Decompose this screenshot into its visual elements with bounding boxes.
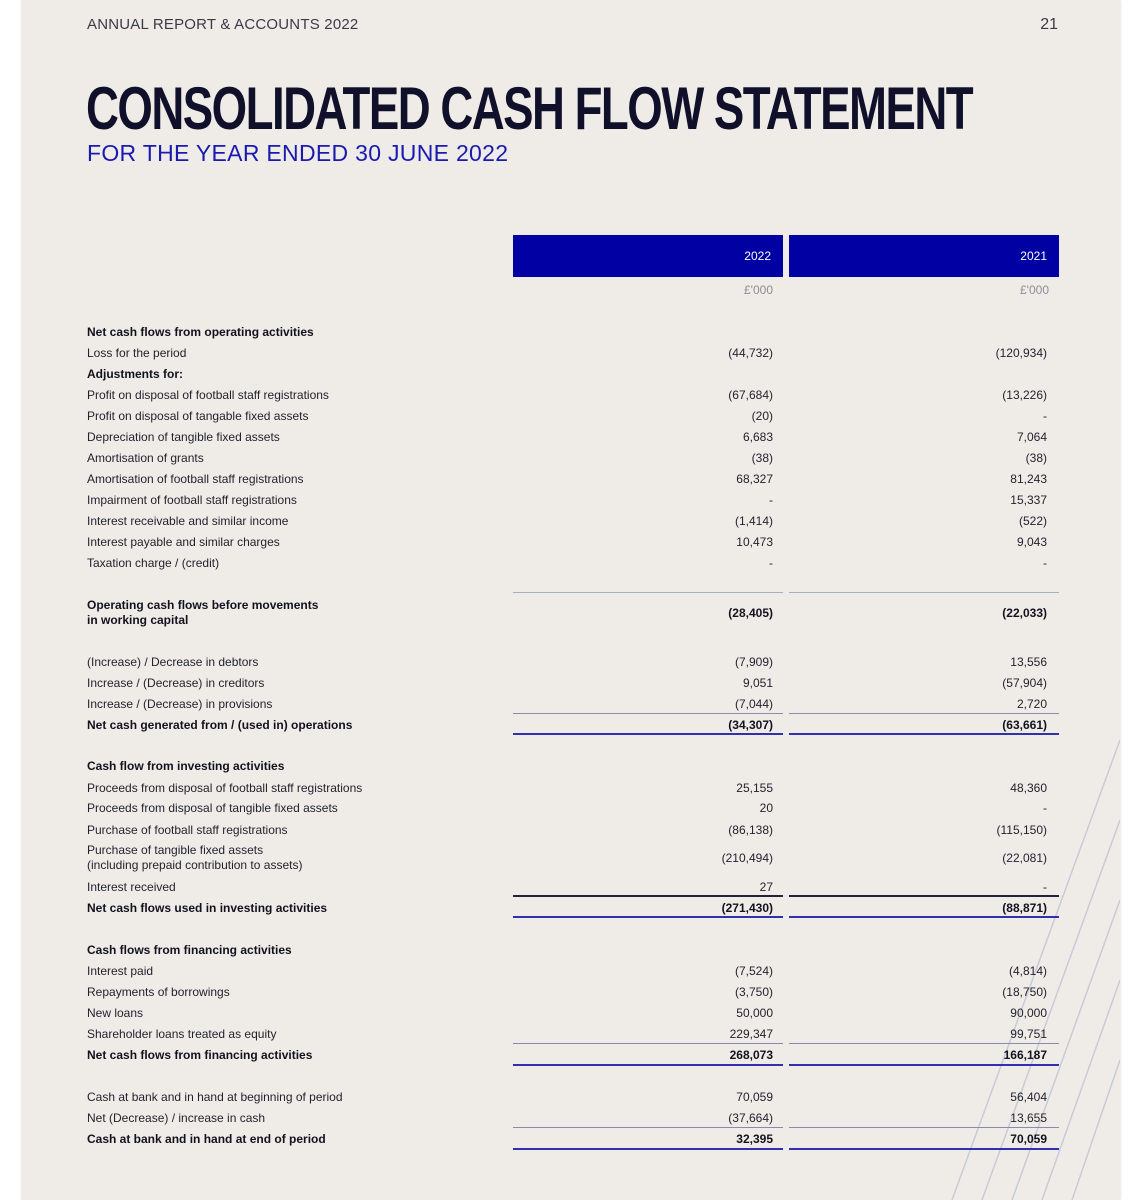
table-row	[87, 472, 1073, 493]
table-row	[87, 1006, 1073, 1027]
value-2022: (7,524)	[734, 964, 773, 978]
value-2021: (18,750)	[1002, 985, 1047, 999]
row-label: Purchase of football staff registrations	[87, 823, 288, 837]
value-2022: (67,684)	[728, 388, 773, 402]
value-2022: (1,414)	[734, 514, 773, 528]
value-2021: -	[1043, 801, 1047, 815]
row-label: Adjustments for:	[87, 367, 183, 381]
total-underline	[513, 733, 783, 735]
value-2022: (28,405)	[728, 606, 773, 620]
value-2021: (13,226)	[1002, 388, 1047, 402]
value-2022: (271,430)	[721, 901, 773, 915]
table-row	[87, 1027, 1073, 1048]
page-number: 21	[1040, 16, 1058, 33]
value-2022: (210,494)	[721, 851, 773, 865]
table-row	[87, 556, 1073, 577]
divider-line	[513, 592, 783, 593]
value-2021: 13,655	[1010, 1111, 1047, 1125]
row-label: Repayments of borrowings	[87, 985, 230, 999]
section-heading-operating	[87, 325, 1073, 346]
value-2022: (44,732)	[728, 346, 773, 360]
subheading-adjustments	[87, 367, 1073, 388]
total-underline	[789, 1148, 1059, 1150]
value-2021: (522)	[1018, 514, 1047, 528]
value-2022: -	[769, 556, 773, 570]
report-page	[22, 0, 1120, 1200]
row-label: Net (Decrease) / increase in cash	[87, 1111, 266, 1125]
column-header-2021: 2021	[789, 235, 1059, 277]
unit-label-2022: £'000	[744, 283, 773, 297]
value-2021: (63,661)	[1002, 718, 1047, 732]
value-2022: 27	[759, 880, 773, 894]
row-label: Profit on disposal of tangable fixed assets	[87, 409, 309, 423]
value-2021: (88,871)	[1002, 901, 1047, 915]
value-2021: (57,904)	[1002, 676, 1047, 690]
value-2022: 10,473	[736, 535, 773, 549]
subtotal-row-operating-before-wc	[87, 598, 1073, 632]
table-row	[87, 843, 1073, 877]
report-header-title: ANNUAL REPORT & ACCOUNTS 2022	[87, 16, 359, 33]
total-row-investing	[87, 901, 1073, 922]
total-row-operations	[87, 718, 1073, 739]
value-2022: (7,044)	[734, 697, 773, 711]
total-underline	[513, 1148, 783, 1150]
value-2022: (3,750)	[734, 985, 773, 999]
row-label: Net cash flows from financing activities	[87, 1048, 313, 1062]
value-2022: (37,664)	[728, 1111, 773, 1125]
value-2021: (4,814)	[1008, 964, 1047, 978]
row-label: Net cash flows used in investing activities	[87, 901, 328, 915]
value-2022: 229,347	[729, 1027, 773, 1041]
row-label: Interest payable and similar charges	[87, 535, 280, 549]
value-2022: 25,155	[736, 781, 773, 795]
row-label: Amortisation of grants	[87, 451, 204, 465]
value-2021: (22,033)	[1002, 606, 1047, 620]
row-label: Shareholder loans treated as equity	[87, 1027, 277, 1041]
column-header-2022: 2022	[513, 235, 783, 277]
divider-line	[513, 895, 783, 897]
value-2021: -	[1043, 409, 1047, 423]
page-subtitle: FOR THE YEAR ENDED 30 JUNE 2022	[87, 140, 509, 166]
value-2021: (120,934)	[995, 346, 1047, 360]
table-row	[87, 409, 1073, 430]
table-row	[87, 1090, 1073, 1111]
unit-label-2021: £'000	[1020, 283, 1049, 297]
row-label: Purchase of tangible fixed assets (including prepaid contribution to assets)	[87, 843, 303, 872]
value-2021: 48,360	[1010, 781, 1047, 795]
divider-line	[513, 713, 783, 714]
table-row	[87, 388, 1073, 409]
value-2021: 99,751	[1010, 1027, 1047, 1041]
value-2022: 70,059	[736, 1090, 773, 1104]
value-2021: 70,059	[1010, 1132, 1047, 1146]
row-label: Operating cash flows before movements in working capital	[87, 598, 319, 627]
row-label: Interest paid	[87, 964, 154, 978]
value-2021: 166,187	[1003, 1048, 1047, 1062]
row-label: Increase / (Decrease) in creditors	[87, 676, 265, 690]
value-2021: 2,720	[1016, 697, 1047, 711]
table-row	[87, 985, 1073, 1006]
row-label: Increase / (Decrease) in provisions	[87, 697, 273, 711]
value-2022: (34,307)	[728, 718, 773, 732]
table-row	[87, 781, 1073, 802]
table-row	[87, 451, 1073, 472]
row-label: Impairment of football staff registrations	[87, 493, 297, 507]
divider-line	[513, 1043, 783, 1044]
value-2021: 90,000	[1010, 1006, 1047, 1020]
divider-line	[789, 713, 1059, 714]
table-row	[87, 964, 1073, 985]
row-label: New loans	[87, 1006, 144, 1020]
value-2022: -	[769, 493, 773, 507]
value-2022: (20)	[751, 409, 773, 423]
row-label: Net cash generated from / (used in) operations	[87, 718, 353, 732]
divider-line	[513, 1127, 783, 1128]
table-row	[87, 880, 1073, 901]
total-underline	[789, 733, 1059, 735]
value-2022: (38)	[751, 451, 773, 465]
total-underline	[513, 1064, 783, 1066]
divider-line	[789, 895, 1059, 897]
value-2022: (86,138)	[728, 823, 773, 837]
table-row	[87, 493, 1073, 514]
value-2022: 20	[759, 801, 773, 815]
value-2021: 81,243	[1010, 472, 1047, 486]
table-row	[87, 535, 1073, 556]
row-label: Proceeds from disposal of tangible fixed assets	[87, 801, 338, 815]
divider-line	[789, 1043, 1059, 1044]
value-2022: 268,073	[729, 1048, 773, 1062]
table-row	[87, 430, 1073, 451]
section-heading-financing	[87, 943, 1073, 964]
value-2022: 6,683	[742, 430, 773, 444]
divider-line	[789, 592, 1059, 593]
table-row	[87, 676, 1073, 697]
value-2021: 13,556	[1010, 655, 1047, 669]
row-label: Net cash flows from operating activities	[87, 325, 314, 339]
value-2021: (38)	[1025, 451, 1047, 465]
value-2021: 56,404	[1010, 1090, 1047, 1104]
row-label: Cash flow from investing activities	[87, 759, 285, 773]
row-label: (Increase) / Decrease in debtors	[87, 655, 259, 669]
value-2021: (115,150)	[996, 823, 1047, 837]
value-2021: (22,081)	[1002, 851, 1047, 865]
value-2021: -	[1043, 880, 1047, 894]
row-label: Cash flows from financing activities	[87, 943, 292, 957]
table-row	[87, 514, 1073, 535]
value-2022: 68,327	[736, 472, 773, 486]
section-heading-investing	[87, 759, 1073, 780]
table-row	[87, 801, 1073, 822]
value-2022: 32,395	[736, 1132, 773, 1146]
page-title: CONSOLIDATED CASH FLOW STATEMENT	[86, 75, 973, 142]
value-2022: (7,909)	[734, 655, 773, 669]
value-2021: 15,337	[1010, 493, 1047, 507]
row-label: Cash at bank and in hand at end of period	[87, 1132, 326, 1146]
row-label: Amortisation of football staff registrations	[87, 472, 304, 486]
table-row	[87, 697, 1073, 718]
table-row	[87, 1111, 1073, 1132]
row-label: Profit on disposal of football staff registrations	[87, 388, 329, 402]
value-2021: 9,043	[1016, 535, 1047, 549]
value-2022: 9,051	[742, 676, 773, 690]
total-underline	[789, 916, 1059, 918]
row-label: Depreciation of tangible fixed assets	[87, 430, 280, 444]
value-2021: -	[1043, 556, 1047, 570]
table-row	[87, 346, 1073, 367]
total-underline	[789, 1064, 1059, 1066]
value-2022: 50,000	[736, 1006, 773, 1020]
row-label: Taxation charge / (credit)	[87, 556, 220, 570]
table-row	[87, 823, 1073, 844]
divider-line	[789, 1127, 1059, 1128]
row-label: Proceeds from disposal of football staff registrations	[87, 781, 363, 795]
row-label: Interest receivable and similar income	[87, 514, 289, 528]
row-label: Interest received	[87, 880, 176, 894]
row-label: Loss for the period	[87, 346, 187, 360]
value-2021: 7,064	[1016, 430, 1047, 444]
total-underline	[513, 916, 783, 918]
row-label: Cash at bank and in hand at beginning of period	[87, 1090, 343, 1104]
table-row	[87, 655, 1073, 676]
